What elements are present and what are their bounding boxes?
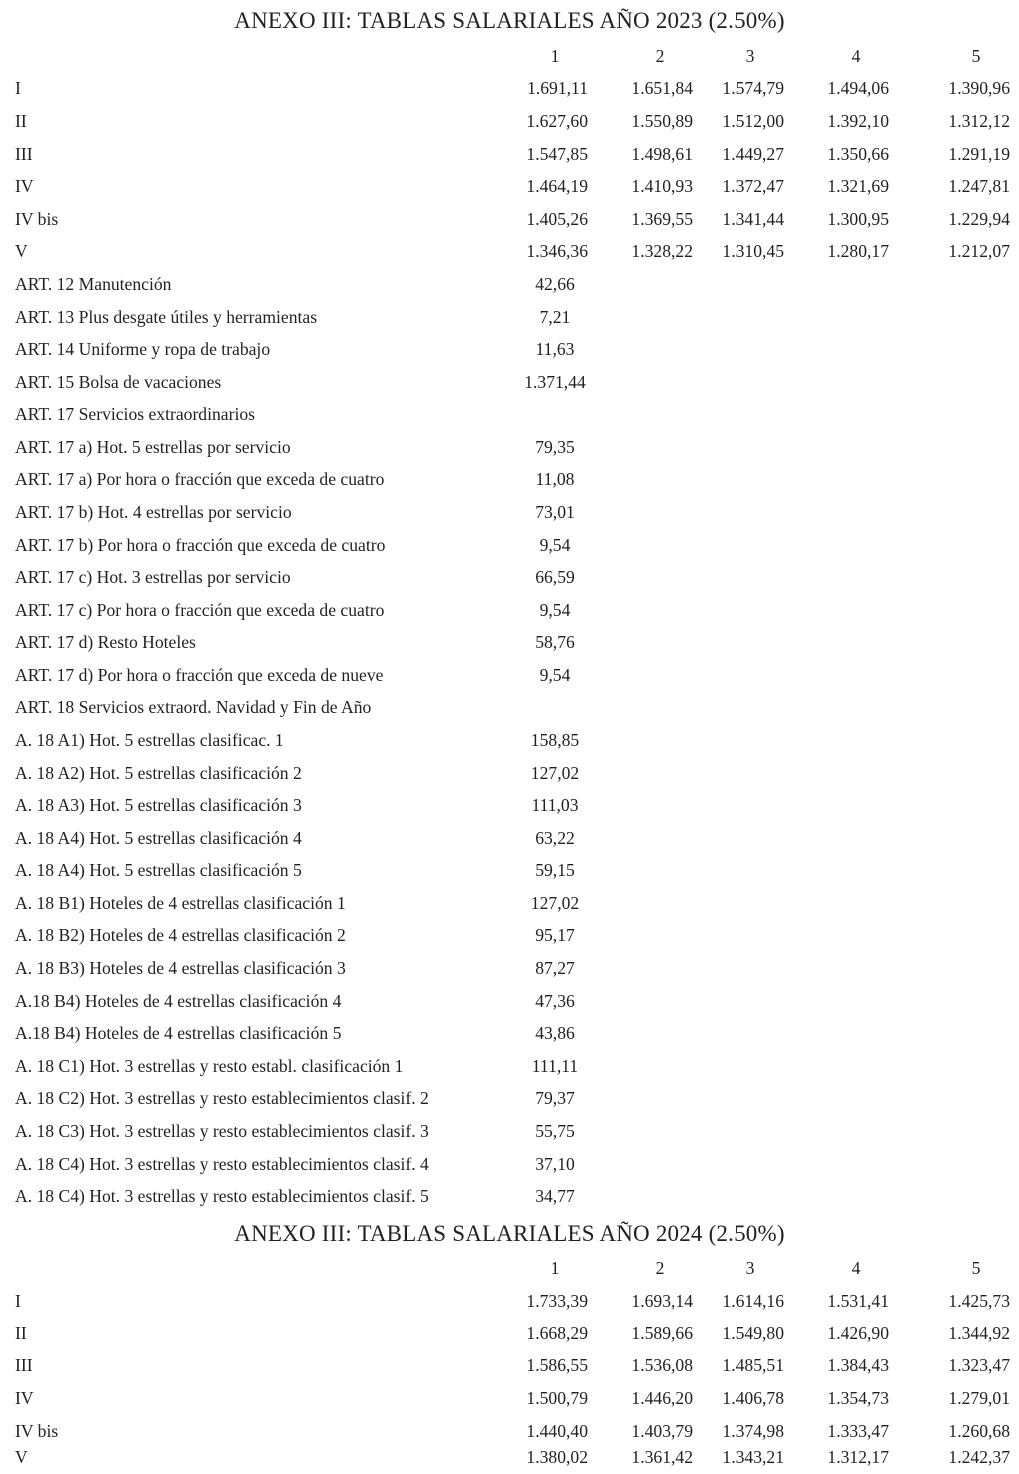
salary-cell: 1.380,02	[526, 1447, 588, 1467]
allowance-row	[0, 268, 1019, 301]
allowance-label: A. 18 C3) Hot. 3 estrellas y resto establecimientos clasif. 3	[15, 1121, 429, 1141]
category-label: II	[15, 111, 27, 131]
salary-row	[0, 170, 1019, 203]
salary-cell: 1.390,96	[948, 78, 1010, 98]
column-header: 5	[971, 46, 981, 66]
allowance-row	[0, 822, 1019, 855]
category-label: IV	[15, 1388, 34, 1408]
allowance-label: A. 18 B2) Hoteles de 4 estrellas clasificación 2	[15, 925, 346, 945]
column-header-row	[0, 40, 1019, 73]
column-header: 1	[550, 1258, 560, 1278]
salary-cell: 1.531,41	[827, 1291, 889, 1311]
column-header: 4	[851, 1258, 861, 1278]
salary-row	[0, 1349, 1019, 1382]
allowance-value: 63,22	[535, 828, 575, 848]
allowance-row	[0, 1082, 1019, 1115]
allowance-label: ART. 17 d) Por hora o fracción que exceda de nueve	[15, 665, 384, 685]
salary-row	[0, 1285, 1019, 1318]
salary-cell: 1.321,69	[827, 176, 889, 196]
allowance-label: A. 18 A1) Hot. 5 estrellas clasificac. 1	[15, 730, 284, 750]
salary-cell: 1.374,98	[722, 1421, 784, 1441]
allowance-row	[0, 594, 1019, 627]
allowance-label: A. 18 A3) Hot. 5 estrellas clasificación 3	[15, 795, 302, 815]
salary-cell: 1.392,10	[827, 111, 889, 131]
allowance-label: A. 18 C2) Hot. 3 estrellas y resto establecimientos clasif. 2	[15, 1088, 429, 1108]
salary-cell: 1.549,80	[722, 1323, 784, 1343]
salary-cell: 1.384,43	[827, 1355, 889, 1375]
allowance-label: A. 18 A4) Hot. 5 estrellas clasificación 4	[15, 828, 302, 848]
column-header: 5	[971, 1258, 981, 1278]
allowance-row	[0, 366, 1019, 399]
allowance-row	[0, 919, 1019, 952]
allowance-row	[0, 301, 1019, 334]
salary-cell: 1.312,17	[827, 1447, 889, 1467]
allowance-label: ART. 17 b) Hot. 4 estrellas por servicio	[15, 502, 292, 522]
salary-cell: 1.498,61	[631, 144, 693, 164]
salary-cell: 1.614,16	[722, 1291, 784, 1311]
salary-row	[0, 1382, 1019, 1415]
salary-cell: 1.464,19	[526, 176, 588, 196]
salary-cell: 1.410,93	[631, 176, 693, 196]
salary-cell: 1.247,81	[948, 176, 1010, 196]
column-header: 4	[851, 46, 861, 66]
allowance-row	[0, 463, 1019, 496]
allowance-value: 79,37	[535, 1088, 575, 1108]
allowance-row	[0, 496, 1019, 529]
category-label: III	[15, 1355, 33, 1375]
salary-cell: 1.586,55	[526, 1355, 588, 1375]
column-header-row	[0, 1252, 1019, 1285]
allowance-row	[0, 757, 1019, 790]
column-header: 1	[550, 46, 560, 66]
allowance-label: ART. 17 a) Por hora o fracción que exceda de cuatro	[15, 469, 385, 489]
allowance-label: A. 18 B3) Hoteles de 4 estrellas clasificación 3	[15, 958, 346, 978]
allowance-value: 9,54	[539, 665, 571, 685]
allowance-value: 7,21	[539, 307, 571, 327]
salary-cell: 1.242,37	[948, 1447, 1010, 1467]
allowance-value: 111,03	[531, 795, 579, 815]
salary-row	[0, 138, 1019, 171]
allowance-row	[0, 333, 1019, 366]
allowance-value: 87,27	[535, 958, 575, 978]
category-label: III	[15, 144, 33, 164]
allowance-row	[0, 1017, 1019, 1050]
allowance-label: A. 18 A2) Hot. 5 estrellas clasificación 2	[15, 763, 302, 783]
salary-cell: 1.627,60	[526, 111, 588, 131]
category-label: I	[15, 1291, 21, 1311]
allowance-row	[0, 887, 1019, 920]
allowance-label: A.18 B4) Hoteles de 4 estrellas clasificación 5	[15, 1023, 342, 1043]
section-title-2024: ANEXO III: TABLAS SALARIALES AÑO 2024 (2.50%)	[234, 1221, 785, 1246]
salary-cell: 1.372,47	[722, 176, 784, 196]
salary-row	[0, 203, 1019, 236]
section-title-2023: ANEXO III: TABLAS SALARIALES AÑO 2023 (2.50%)	[234, 8, 785, 33]
allowance-row	[0, 659, 1019, 692]
salary-cell: 1.589,66	[631, 1323, 693, 1343]
allowance-row	[0, 626, 1019, 659]
allowance-row	[0, 985, 1019, 1018]
allowance-row	[0, 724, 1019, 757]
allowance-value: 59,15	[535, 860, 575, 880]
salary-cell: 1.500,79	[526, 1388, 588, 1408]
salary-cell: 1.212,07	[948, 241, 1010, 261]
allowance-row	[0, 1180, 1019, 1213]
allowance-row	[0, 1115, 1019, 1148]
salary-cell: 1.279,01	[948, 1388, 1010, 1408]
salary-cell: 1.350,66	[827, 144, 889, 164]
category-label: V	[15, 1447, 28, 1467]
allowance-row	[0, 529, 1019, 562]
salary-cell: 1.512,00	[722, 111, 784, 131]
allowance-label: ART. 17 a) Hot. 5 estrellas por servicio	[15, 437, 291, 457]
salary-cell: 1.651,84	[631, 78, 693, 98]
column-header: 2	[655, 1258, 665, 1278]
allowance-value: 43,86	[535, 1023, 575, 1043]
allowance-value: 79,35	[535, 437, 575, 457]
salary-cell: 1.547,85	[526, 144, 588, 164]
allowance-label: ART. 17 Servicios extraordinarios	[15, 404, 255, 424]
salary-cell: 1.426,90	[827, 1323, 889, 1343]
allowance-label: A. 18 C4) Hot. 3 estrellas y resto establecimientos clasif. 4	[15, 1154, 429, 1174]
allowance-label: ART. 17 b) Por hora o fracción que exceda de cuatro	[15, 535, 386, 555]
allowance-label: ART. 17 c) Por hora o fracción que exceda de cuatro	[15, 600, 385, 620]
allowance-label: ART. 18 Servicios extraord. Navidad y Fin de Año	[15, 697, 372, 717]
salary-cell: 1.361,42	[631, 1447, 693, 1467]
allowance-label: ART. 15 Bolsa de vacaciones	[15, 372, 222, 392]
category-label: IV bis	[15, 1421, 59, 1441]
column-header: 3	[745, 46, 755, 66]
allowance-value: 42,66	[535, 274, 575, 294]
category-label: V	[15, 241, 28, 261]
allowance-label: A. 18 C4) Hot. 3 estrellas y resto establecimientos clasif. 5	[15, 1186, 429, 1206]
salary-cell: 1.485,51	[722, 1355, 784, 1375]
allowance-row	[0, 398, 1019, 431]
allowance-value: 9,54	[539, 600, 571, 620]
salary-cell: 1.425,73	[948, 1291, 1010, 1311]
salary-row	[0, 72, 1019, 105]
allowance-value: 58,76	[535, 632, 575, 652]
salary-cell: 1.310,45	[722, 241, 784, 261]
salary-cell: 1.343,21	[722, 1447, 784, 1467]
allowance-row	[0, 789, 1019, 822]
allowance-row	[0, 1148, 1019, 1181]
salary-cell: 1.344,92	[948, 1323, 1010, 1343]
salary-cell: 1.346,36	[526, 241, 588, 261]
salary-cell: 1.260,68	[948, 1421, 1010, 1441]
allowance-label: ART. 17 c) Hot. 3 estrellas por servicio	[15, 567, 291, 587]
allowance-row	[0, 691, 1019, 724]
column-header: 2	[655, 46, 665, 66]
salary-cell: 1.333,47	[827, 1421, 889, 1441]
salary-cell: 1.494,06	[827, 78, 889, 98]
salary-cell: 1.550,89	[631, 111, 693, 131]
allowance-value: 127,02	[530, 893, 580, 913]
allowance-value: 9,54	[539, 535, 571, 555]
allowance-value: 11,08	[535, 469, 575, 489]
salary-cell: 1.691,11	[527, 78, 588, 98]
allowance-row	[0, 854, 1019, 887]
salary-cell: 1.312,12	[948, 111, 1010, 131]
salary-cell: 1.733,39	[526, 1291, 588, 1311]
salary-cell: 1.440,40	[526, 1421, 588, 1441]
salary-cell: 1.446,20	[631, 1388, 693, 1408]
salary-cell: 1.369,55	[631, 209, 693, 229]
allowance-value: 34,77	[535, 1186, 575, 1206]
allowance-row	[0, 1050, 1019, 1083]
allowance-value: 1.371,44	[524, 372, 586, 392]
salary-row	[0, 105, 1019, 138]
allowance-row	[0, 561, 1019, 594]
allowance-value: 55,75	[535, 1121, 575, 1141]
allowance-label: A. 18 B1) Hoteles de 4 estrellas clasificación 1	[15, 893, 346, 913]
salary-cell: 1.449,27	[722, 144, 784, 164]
allowance-value: 37,10	[535, 1154, 575, 1174]
salary-cell: 1.341,44	[722, 209, 784, 229]
salary-cell: 1.668,29	[526, 1323, 588, 1343]
allowance-label: ART. 14 Uniforme y ropa de trabajo	[15, 339, 271, 359]
salary-cell: 1.405,26	[526, 209, 588, 229]
allowance-value: 66,59	[535, 567, 575, 587]
allowance-value: 127,02	[530, 763, 580, 783]
allowance-label: A. 18 A4) Hot. 5 estrellas clasificación 5	[15, 860, 302, 880]
salary-cell: 1.328,22	[631, 241, 693, 261]
salary-cell: 1.403,79	[631, 1421, 693, 1441]
allowance-row	[0, 952, 1019, 985]
salary-cell: 1.229,94	[948, 209, 1010, 229]
salary-row	[0, 1317, 1019, 1350]
allowance-value: 158,85	[530, 730, 580, 750]
salary-cell: 1.574,79	[722, 78, 784, 98]
allowance-label: A.18 B4) Hoteles de 4 estrellas clasificación 4	[15, 991, 342, 1011]
salary-row	[0, 1441, 1019, 1474]
allowance-value: 95,17	[535, 925, 575, 945]
salary-cell: 1.693,14	[631, 1291, 693, 1311]
category-label: IV	[15, 176, 34, 196]
allowance-value: 11,63	[535, 339, 575, 359]
allowance-label: ART. 13 Plus desgate útiles y herramientas	[15, 307, 318, 327]
salary-cell: 1.406,78	[722, 1388, 784, 1408]
salary-cell: 1.323,47	[948, 1355, 1010, 1375]
salary-cell: 1.280,17	[827, 241, 889, 261]
salary-row	[0, 235, 1019, 268]
allowance-label: A. 18 C1) Hot. 3 estrellas y resto establ. clasificación 1	[15, 1056, 404, 1076]
allowance-value: 111,11	[531, 1056, 579, 1076]
allowance-label: ART. 17 d) Resto Hoteles	[15, 632, 196, 652]
category-label: II	[15, 1323, 27, 1343]
column-header: 3	[745, 1258, 755, 1278]
category-label: IV bis	[15, 209, 59, 229]
category-label: I	[15, 78, 21, 98]
allowance-value: 47,36	[535, 991, 575, 1011]
salary-cell: 1.291,19	[948, 144, 1010, 164]
salary-cell: 1.536,08	[631, 1355, 693, 1375]
allowance-row	[0, 431, 1019, 464]
salary-cell: 1.300,95	[827, 209, 889, 229]
salary-cell: 1.354,73	[827, 1388, 889, 1408]
allowance-value: 73,01	[535, 502, 575, 522]
allowance-label: ART. 12 Manutención	[15, 274, 172, 294]
